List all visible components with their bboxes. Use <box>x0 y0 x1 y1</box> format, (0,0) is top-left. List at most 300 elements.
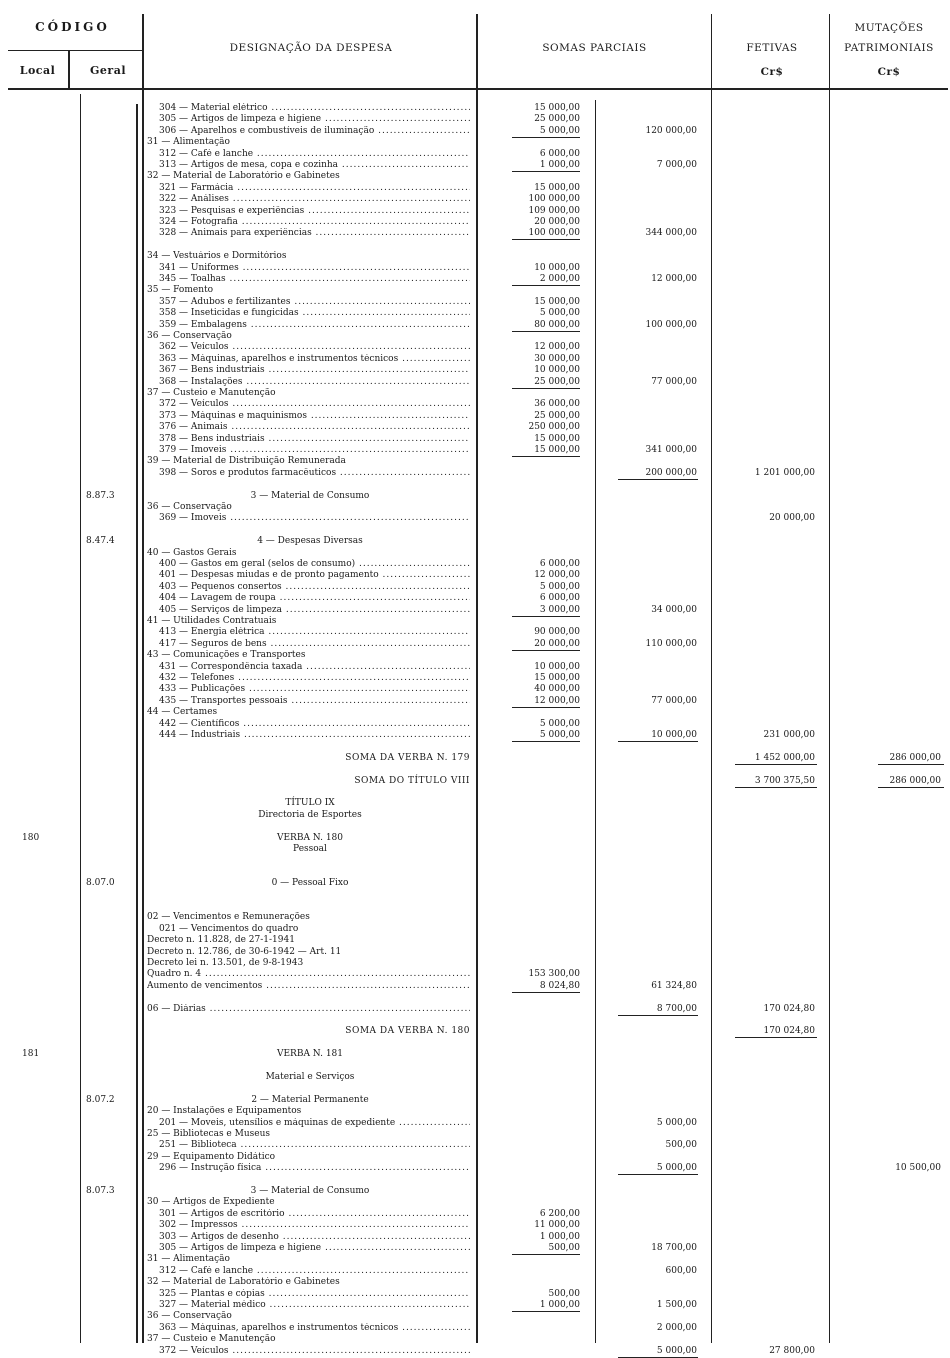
section-heading: 3 — Material de Consumo <box>250 1186 370 1196</box>
table-row <box>0 662 950 673</box>
general-code: 8.07.0 <box>86 878 115 889</box>
table-row <box>0 377 950 388</box>
local-header: Local <box>19 64 56 77</box>
table-row <box>0 719 950 730</box>
expense-description: 400 — Gastos em geral (selos de consumo) ..... <box>159 559 470 570</box>
table-row <box>0 1106 950 1117</box>
expense-description: 312 — Café e lanche ..... <box>159 149 470 160</box>
table-row <box>0 1323 950 1334</box>
partial-sum: 25 000,00 <box>534 410 580 421</box>
table-row <box>0 1232 950 1243</box>
mutacoes-header-2: PATRIMONIAIS <box>844 42 934 54</box>
table-row <box>0 992 950 1003</box>
expense-description: Aumento de vencimentos ..... <box>147 981 470 992</box>
expense-description: 312 — Café e lanche ..... <box>159 1266 470 1277</box>
table-row <box>0 1095 950 1106</box>
table-row <box>0 1334 950 1345</box>
table-row <box>0 491 950 502</box>
codigo-header: CÓDIGO <box>35 20 110 34</box>
table-row <box>0 285 950 296</box>
general-code: 8.07.2 <box>86 1094 115 1105</box>
partial-sum: 5 000,00 <box>539 125 580 136</box>
table-row <box>0 844 950 855</box>
partial-sum: 12 000,00 <box>534 342 580 353</box>
expense-description: 373 — Máquinas e maquinismos ..... <box>159 411 470 422</box>
partial-sum: 10 000,00 <box>534 262 580 273</box>
group-total: 10 000,00 <box>651 730 697 740</box>
partial-sum: 6 000,00 <box>539 593 580 604</box>
table-row <box>0 1346 950 1357</box>
expense-description: 358 — Inseticidas e fungicidas ..... <box>159 308 470 319</box>
table-row <box>0 308 950 319</box>
expense-description: 36 — Conservação <box>147 502 232 512</box>
table-row <box>0 810 950 821</box>
section-heading: Directoria de Esportes <box>258 809 362 820</box>
partial-sum: 6 000,00 <box>539 559 580 569</box>
group-total: 18 700,00 <box>651 1243 697 1253</box>
table-row <box>0 1026 950 1037</box>
expense-description: 36 — Conservação <box>147 1311 232 1322</box>
partial-sum: 25 000,00 <box>534 376 580 387</box>
expense-description: 31 — Alimentação <box>147 137 230 148</box>
table-row <box>0 160 950 171</box>
table-row <box>0 411 950 422</box>
expense-description: 363 — Máquinas, aparelhos e instrumentos técnicos ..... <box>159 1323 470 1334</box>
table-row <box>0 684 950 695</box>
designacao-header: DESIGNAÇÃO DA DESPESA <box>229 42 393 54</box>
expense-description: 296 — Instrução física ..... <box>159 1163 470 1174</box>
group-total: 341 000,00 <box>645 445 697 455</box>
partial-sum: 500,00 <box>548 1243 580 1253</box>
table-row <box>0 183 950 194</box>
table-row <box>0 297 950 308</box>
table-row <box>0 445 950 456</box>
table-row <box>0 525 950 536</box>
expense-description: 36 — Conservação <box>147 331 232 341</box>
table-row <box>0 833 950 844</box>
group-total: 77 000,00 <box>651 695 697 706</box>
effective-total: 231 000,00 <box>763 730 815 740</box>
table-row <box>0 1289 950 1300</box>
table-row <box>0 867 950 878</box>
expense-description: 39 — Material de Distribuição Remunerada <box>147 456 346 467</box>
expense-description: 369 — Imoveis ..... <box>159 513 470 524</box>
expense-description: 372 — Veículos ..... <box>159 399 470 410</box>
partial-sum: 1 000,00 <box>539 1231 580 1242</box>
table-row <box>0 228 950 239</box>
table-row <box>0 1129 950 1140</box>
partial-sum: 36 000,00 <box>534 399 580 410</box>
table-row <box>0 981 950 992</box>
table-row <box>0 251 950 262</box>
table-row <box>0 1083 950 1094</box>
table-row <box>0 206 950 217</box>
table-row <box>0 320 950 331</box>
section-heading: Pessoal <box>293 844 327 854</box>
effective-total: 20 000,00 <box>769 513 815 524</box>
expense-description: 37 — Custeio e Manutenção <box>147 388 276 398</box>
table-row <box>0 536 950 547</box>
group-total: 34 000,00 <box>651 604 697 615</box>
table-row <box>0 1186 950 1197</box>
partial-sum: 15 000,00 <box>534 433 580 444</box>
table-row <box>0 616 950 627</box>
group-total: 500,00 <box>665 1140 697 1151</box>
expense-description: 367 — Bens industriais ..... <box>159 365 470 376</box>
table-row <box>0 1175 950 1186</box>
partial-sum: 10 000,00 <box>534 365 580 376</box>
partial-sum: 30 000,00 <box>534 353 580 364</box>
group-total: 2 000,00 <box>656 1322 697 1333</box>
table-row <box>0 753 950 764</box>
table-row <box>0 1163 950 1174</box>
expense-description: 442 — Científicos ..... <box>159 719 470 730</box>
partial-sum: 15 000,00 <box>534 103 580 113</box>
partial-sum: 2 000,00 <box>539 274 580 284</box>
table-row <box>0 1152 950 1163</box>
partial-sum: 80 000,00 <box>534 319 580 330</box>
partial-sum: 5 000,00 <box>539 308 580 319</box>
group-total: 120 000,00 <box>645 125 697 136</box>
section-heading: VERBA N. 180 <box>276 832 344 843</box>
table-row <box>0 924 950 935</box>
total-label: SOMA DO TÍTULO VIII <box>354 775 470 786</box>
expense-description: 321 — Farmácia ..... <box>159 183 470 194</box>
table-row <box>0 1197 950 1208</box>
partial-sum: 250 000,00 <box>528 422 580 433</box>
group-total: 5 000,00 <box>656 1117 697 1128</box>
table-row <box>0 1243 950 1254</box>
effective-total: 3 700 375,50 <box>754 775 815 786</box>
partial-sum: 100 000,00 <box>528 194 580 205</box>
expense-description: 378 — Bens industriais ..... <box>159 434 470 445</box>
expense-description: 328 — Animais para experiências ..... <box>159 228 470 239</box>
section-heading: 3 — Material de Consumo <box>250 490 370 501</box>
patrimonial-total: 10 500,00 <box>895 1163 941 1174</box>
group-total: 344 000,00 <box>645 228 697 239</box>
table-row <box>0 787 950 798</box>
expense-description: 251 — Biblioteca ..... <box>159 1140 470 1151</box>
expense-description: Decreto lei n. 13.501, de 9-8-1943 <box>147 958 304 968</box>
group-total: 5 000,00 <box>656 1345 697 1356</box>
table-row <box>0 114 950 125</box>
table-row <box>0 730 950 741</box>
expense-description: 357 — Adubos e fertilizantes ..... <box>159 297 470 308</box>
partial-sum: 12 000,00 <box>534 570 580 581</box>
table-row <box>0 912 950 923</box>
table-row <box>0 935 950 946</box>
expense-description: 34 — Vestuários e Dormitórios <box>147 251 287 262</box>
expense-description: 398 — Soros e produtos farmacêuticos ..... <box>159 468 470 479</box>
partial-sum: 11 000,00 <box>534 1220 580 1231</box>
underline-rule <box>618 1357 698 1358</box>
partial-sum: 15 000,00 <box>534 296 580 307</box>
expense-description: 40 — Gastos Gerais <box>147 547 237 558</box>
expense-description: 322 — Análises ..... <box>159 194 470 205</box>
mutacoes-unit: Cr$ <box>877 66 901 78</box>
partial-sum: 40 000,00 <box>534 684 580 695</box>
partial-sum: 109 000,00 <box>528 205 580 216</box>
section-heading: VERBA N. 181 <box>276 1049 344 1060</box>
partial-sum: 153 300,00 <box>528 969 580 980</box>
group-total: 12 000,00 <box>651 274 697 284</box>
table-row <box>0 1277 950 1288</box>
expense-description: 379 — Imoveis ..... <box>159 445 470 456</box>
table-row <box>0 365 950 376</box>
partial-sum: 6 200,00 <box>539 1208 580 1219</box>
general-code: 8.07.3 <box>86 1186 115 1196</box>
table-row <box>0 1140 950 1151</box>
table-row <box>0 1266 950 1277</box>
expense-description: 30 — Artigos de Expediente <box>147 1197 275 1208</box>
table-row <box>0 1254 950 1265</box>
group-total: 100 000,00 <box>645 319 697 330</box>
partial-sum: 6 000,00 <box>539 148 580 159</box>
expense-description: 02 — Vencimentos e Remunerações <box>147 912 310 923</box>
patrimonial-total: 286 000,00 <box>889 775 941 786</box>
general-code: 8.47.4 <box>86 536 115 547</box>
partial-sum: 25 000,00 <box>534 114 580 125</box>
expense-description: 25 — Bibliotecas e Museus <box>147 1129 270 1139</box>
table-row <box>0 263 950 274</box>
group-total: 600,00 <box>665 1265 697 1276</box>
expense-description: 32 — Material de Laboratório e Gabinetes <box>147 171 340 182</box>
expense-description: 305 — Artigos de limpeza e higiene ..... <box>159 114 470 125</box>
expense-description: 401 — Despesas miudas e de pronto pagamento ..... <box>159 570 470 581</box>
table-row <box>0 240 950 251</box>
table-row <box>0 878 950 889</box>
expense-description: 313 — Artigos de mesa, copa e cozinha ..... <box>159 160 470 171</box>
general-code: 8.87.3 <box>86 490 115 501</box>
expense-description: 368 — Instalações ..... <box>159 377 470 388</box>
partial-sum: 20 000,00 <box>534 217 580 227</box>
table-row <box>0 1061 950 1072</box>
expense-description: 303 — Artigos de desenho ..... <box>159 1232 470 1243</box>
table-row <box>0 559 950 570</box>
expense-description: 376 — Animais ..... <box>159 422 470 433</box>
partial-sum: 10 000,00 <box>534 661 580 672</box>
table-row <box>0 434 950 445</box>
effective-total: 1 201 000,00 <box>754 467 815 478</box>
table-row <box>0 171 950 182</box>
expense-description: 363 — Máquinas, aparelhos e instrumentos técnicos ..... <box>159 354 470 365</box>
partial-sum: 15 000,00 <box>534 673 580 683</box>
table-row <box>0 673 950 684</box>
table-row <box>0 456 950 467</box>
expense-description: Quadro n. 4 ..... <box>147 969 470 980</box>
group-total: 200 000,00 <box>645 467 697 478</box>
table-row <box>0 513 950 524</box>
partial-sum: 15 000,00 <box>534 182 580 193</box>
expense-description: 20 — Instalações e Equipamentos <box>147 1106 302 1117</box>
table-row <box>0 605 950 616</box>
effective-total: 170 024,80 <box>763 1003 815 1014</box>
expense-description: 301 — Artigos de escritório ..... <box>159 1209 470 1220</box>
table-row <box>0 821 950 832</box>
table-row <box>0 1015 950 1026</box>
table-row <box>0 422 950 433</box>
table-row <box>0 149 950 160</box>
table-row <box>0 1049 950 1060</box>
table-row <box>0 468 950 479</box>
table-row <box>0 1220 950 1231</box>
table-row <box>0 696 950 707</box>
total-label: SOMA DA VERBA N. 180 <box>345 1026 470 1037</box>
table-row <box>0 342 950 353</box>
effective-total: 170 024,80 <box>763 1026 815 1037</box>
table-row <box>0 354 950 365</box>
expense-description: 372 — Veículos ..... <box>159 1346 470 1357</box>
table-row <box>0 548 950 559</box>
table-row <box>0 502 950 513</box>
header-bottom-rule <box>8 88 948 90</box>
group-total: 1 500,00 <box>656 1300 697 1310</box>
group-total: 61 324,80 <box>651 980 697 991</box>
expense-description: 304 — Material elétrico ..... <box>159 103 470 114</box>
table-row <box>0 1004 950 1015</box>
table-row <box>0 103 950 114</box>
expense-description: 35 — Fomento <box>147 285 214 296</box>
table-row <box>0 798 950 809</box>
table-row <box>0 582 950 593</box>
table-row <box>0 764 950 775</box>
partial-sum: 20 000,00 <box>534 638 580 649</box>
expense-description: 404 — Lavagem de roupa ..... <box>159 593 470 604</box>
partial-sum: 5 000,00 <box>539 730 580 740</box>
expense-description: 44 — Certames <box>147 707 218 718</box>
table-row <box>0 1072 950 1083</box>
efetivas-unit: Cr$ <box>760 66 784 78</box>
table-row <box>0 274 950 285</box>
table-row <box>0 137 950 148</box>
expense-description: 413 — Energia elétrica ..... <box>159 627 470 638</box>
table-row <box>0 627 950 638</box>
table-row <box>0 890 950 901</box>
expense-description: 021 — Vencimentos do quadro <box>159 923 299 934</box>
group-total: 7 000,00 <box>656 160 697 170</box>
table-row <box>0 570 950 581</box>
table-row <box>0 217 950 228</box>
partial-sum: 12 000,00 <box>534 695 580 706</box>
table-row <box>0 901 950 912</box>
expense-description: 362 — Veículos ..... <box>159 342 470 353</box>
expense-description: 305 — Artigos de limpeza e higiene ..... <box>159 1243 470 1254</box>
partial-sum: 1 000,00 <box>539 1300 580 1310</box>
table-row <box>0 331 950 342</box>
partial-sum: 100 000,00 <box>528 228 580 239</box>
expense-description: 435 — Transportes pessoais ..... <box>159 696 470 707</box>
table-row <box>0 1118 950 1129</box>
table-row <box>0 707 950 718</box>
local-code: 180 <box>22 832 40 843</box>
partial-sum: 1 000,00 <box>539 160 580 170</box>
expense-description: 325 — Plantas e cópias ..... <box>159 1289 470 1300</box>
table-row <box>0 947 950 958</box>
table-row <box>0 479 950 490</box>
effective-total: 27 800,00 <box>769 1345 815 1356</box>
expense-description: 403 — Pequenos consertos ..... <box>159 582 470 593</box>
table-row <box>0 639 950 650</box>
table-row <box>0 741 950 752</box>
local-code: 181 <box>22 1049 40 1060</box>
group-total: 110 000,00 <box>645 638 697 649</box>
expense-description: 359 — Embalagens ..... <box>159 320 470 331</box>
partial-sum: 5 000,00 <box>539 581 580 592</box>
group-total: 5 000,00 <box>656 1163 697 1174</box>
expense-description: 327 — Material médico ..... <box>159 1300 470 1311</box>
partial-sum: 8 024,80 <box>539 980 580 991</box>
expense-description: 341 — Uniformes ..... <box>159 263 470 274</box>
partial-sum: 500,00 <box>548 1288 580 1299</box>
table-row <box>0 776 950 787</box>
expense-description: 417 — Seguros de bens ..... <box>159 639 470 650</box>
expense-description: 41 — Utilidades Contratuais <box>147 616 277 626</box>
section-heading: TÍTULO IX <box>285 798 335 809</box>
header-rule <box>8 50 142 51</box>
efetivas-header: FETIVAS <box>746 42 798 54</box>
expense-description: 433 — Publicações ..... <box>159 684 470 695</box>
table-row <box>0 958 950 969</box>
patrimonial-total: 286 000,00 <box>889 752 941 763</box>
table-row <box>0 388 950 399</box>
expense-description: 29 — Equipamento Didático <box>147 1151 276 1162</box>
table-row <box>0 1038 950 1049</box>
effective-total: 1 452 000,00 <box>754 752 815 763</box>
section-heading: 4 — Despesas Diversas <box>257 536 363 547</box>
partial-sum: 3 000,00 <box>539 604 580 615</box>
table-row <box>0 969 950 980</box>
expense-description: 345 — Toalhas ..... <box>159 274 470 285</box>
total-label: SOMA DA VERBA N. 179 <box>345 752 470 763</box>
section-heading: 2 — Material Permanente <box>251 1094 369 1105</box>
expense-description: 405 — Serviços de limpeza ..... <box>159 605 470 616</box>
expense-description: 323 — Pesquisas e experiências ..... <box>159 206 470 217</box>
expense-description: 201 — Moveis, utensílios e máquinas de expediente ..... <box>159 1118 470 1129</box>
expense-description: 306 — Aparelhos e combustíveis de iluminação ..... <box>159 126 470 137</box>
partial-sum: 90 000,00 <box>534 627 580 638</box>
expense-description: 37 — Custeio e Manutenção <box>147 1334 276 1345</box>
expense-description: 06 — Diárias ..... <box>147 1004 470 1015</box>
table-row <box>0 1209 950 1220</box>
geral-header: Geral <box>90 64 126 77</box>
expense-description: 302 — Impressos ..... <box>159 1220 470 1231</box>
section-heading: 0 — Pessoal Fixo <box>271 878 349 889</box>
group-total: 8 700,00 <box>656 1003 697 1014</box>
table-row <box>0 855 950 866</box>
expense-description: 431 — Correspondência taxada ..... <box>159 662 470 673</box>
partial-sum: 5 000,00 <box>539 718 580 729</box>
section-heading: Material e Serviços <box>265 1072 355 1082</box>
expense-description: 43 — Comunicações e Transportes <box>147 650 306 661</box>
mutacoes-header-1: MUTAÇÕES <box>854 22 924 34</box>
expense-description: Decreto n. 11.828, de 27-1-1941 <box>147 935 295 946</box>
expense-description: 432 — Telefones ..... <box>159 673 470 684</box>
expense-description: 32 — Material de Laboratório e Gabinetes <box>147 1277 340 1288</box>
expense-description: 444 — Industriais ..... <box>159 730 470 741</box>
expense-description: 31 — Alimentação <box>147 1254 230 1265</box>
table-row <box>0 1300 950 1311</box>
group-total: 77 000,00 <box>651 376 697 387</box>
somas-header: SOMAS PARCIAIS <box>542 42 647 54</box>
table-row <box>0 399 950 410</box>
expense-description: 324 — Fotografia ..... <box>159 217 470 228</box>
partial-sum: 15 000,00 <box>534 445 580 455</box>
table-row <box>0 194 950 205</box>
expense-description: Decreto n. 12.786, de 30-6-1942 — Art. 11 <box>147 946 342 957</box>
table-row <box>0 126 950 137</box>
col-divider <box>68 50 70 88</box>
table-row <box>0 593 950 604</box>
